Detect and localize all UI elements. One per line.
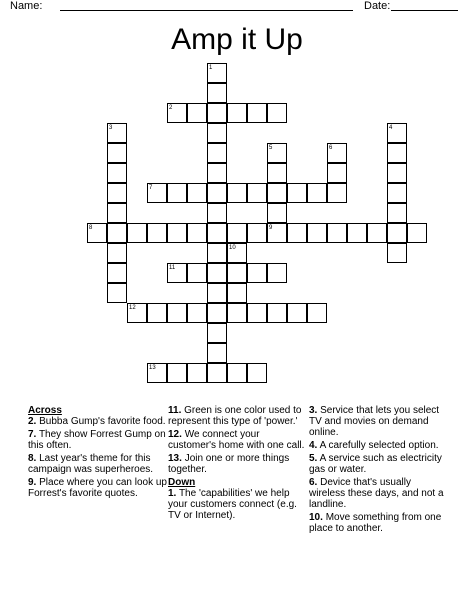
grid-cell[interactable] <box>367 223 387 243</box>
clue-number: 12. <box>168 429 182 440</box>
clue-text: Last year's theme for this campaign was superheroes. <box>28 453 154 475</box>
clue-number: 6. <box>309 477 318 488</box>
clue-number: 7. <box>28 429 37 440</box>
cell-number: 6 <box>329 145 333 151</box>
grid-cell[interactable] <box>147 223 167 243</box>
grid-cell[interactable] <box>227 363 247 383</box>
grid-cell[interactable] <box>387 163 407 183</box>
grid-cell[interactable] <box>387 143 407 163</box>
grid-cell[interactable] <box>207 363 227 383</box>
cell-number: 3 <box>109 125 113 131</box>
cell-number: 12 <box>129 305 136 311</box>
grid-cell[interactable] <box>167 363 187 383</box>
grid-cell[interactable] <box>247 223 267 243</box>
grid-cell[interactable] <box>267 303 287 323</box>
grid-cell[interactable] <box>287 223 307 243</box>
grid-cell[interactable] <box>207 143 227 163</box>
grid-cell[interactable] <box>167 223 187 243</box>
grid-cell[interactable] <box>207 83 227 103</box>
clue-text: We connect your customer's home with one call. <box>168 429 305 451</box>
clue-across-9 <box>28 477 168 499</box>
grid-cell[interactable] <box>167 303 187 323</box>
clue-number: 4. <box>309 440 318 451</box>
clue-text: They show Forrest Gump on this often. <box>28 429 166 451</box>
grid-cell[interactable] <box>247 183 267 203</box>
grid-cell[interactable] <box>207 123 227 143</box>
clue-text: A carefully selected option. <box>319 440 439 451</box>
clue-down-4 <box>309 440 449 451</box>
clue-number: 3. <box>309 405 318 416</box>
cell-number: 11 <box>169 265 176 271</box>
clue-text: Bubba Gump's favorite food. <box>39 416 166 427</box>
grid-cell[interactable] <box>207 283 227 303</box>
clue-across-13 <box>168 453 308 475</box>
grid-cell[interactable] <box>227 223 247 243</box>
clue-number: 2. <box>28 416 37 427</box>
cell-number: 7 <box>149 185 153 191</box>
name-label: Name: <box>10 0 43 12</box>
grid-cell[interactable] <box>227 103 247 123</box>
grid-cell[interactable] <box>207 243 227 263</box>
clue-number: 1. <box>168 488 177 499</box>
grid-cell[interactable] <box>207 263 227 283</box>
cell-number: 9 <box>269 225 273 231</box>
clue-number: 9. <box>28 477 37 488</box>
clue-down-6 <box>309 477 449 510</box>
grid-cell[interactable] <box>207 303 227 323</box>
grid-cell[interactable] <box>207 163 227 183</box>
clue-across-2 <box>28 416 168 427</box>
grid-cell[interactable] <box>327 183 347 203</box>
grid-cell[interactable] <box>407 223 427 243</box>
across-heading: Across <box>28 405 62 416</box>
cell-number: 5 <box>269 145 273 151</box>
puzzle-title: Amp it Up <box>171 23 303 56</box>
grid-cell[interactable] <box>187 363 207 383</box>
grid-cell[interactable] <box>267 183 287 203</box>
grid-cell[interactable] <box>327 223 347 243</box>
grid-cell[interactable] <box>267 103 287 123</box>
cell-number: 8 <box>89 225 93 231</box>
grid-cell[interactable] <box>307 303 327 323</box>
grid-cell[interactable] <box>307 183 327 203</box>
clue-down-1 <box>168 488 308 521</box>
clue-down-10 <box>309 512 449 534</box>
grid-cell[interactable] <box>187 303 207 323</box>
grid-cell[interactable] <box>107 263 127 283</box>
grid-cell[interactable] <box>147 303 167 323</box>
grid-cell[interactable] <box>247 303 267 323</box>
clue-across-7 <box>28 429 168 451</box>
clue-text: The 'capabilities' we help your customers connect (e.g. TV or Internet). <box>168 488 297 521</box>
clue-text: Move something from one place to another. <box>309 512 442 534</box>
down-heading: Down <box>168 477 196 488</box>
grid-cell[interactable] <box>167 183 187 203</box>
clue-number: 8. <box>28 453 37 464</box>
cell-number: 13 <box>149 365 156 371</box>
grid-cell[interactable] <box>267 163 287 183</box>
clue-text: Place where you can look up Forrest's favorite quotes. <box>28 477 167 499</box>
clue-text: Green is one color used to represent this type of 'power.' <box>168 405 302 427</box>
clue-number: 11. <box>168 405 182 416</box>
grid-cell[interactable] <box>327 163 347 183</box>
grid-cell[interactable] <box>107 203 127 223</box>
cell-number: 4 <box>389 125 393 131</box>
grid-cell[interactable] <box>347 223 367 243</box>
cell-number: 10 <box>229 245 236 251</box>
grid-cell[interactable] <box>207 103 227 123</box>
grid-cell[interactable] <box>287 303 307 323</box>
grid-cell[interactable] <box>187 103 207 123</box>
grid-cell[interactable] <box>207 183 227 203</box>
cell-number: 2 <box>169 105 173 111</box>
grid-cell[interactable] <box>227 183 247 203</box>
grid-cell[interactable] <box>107 223 127 243</box>
clue-number: 5. <box>309 453 318 464</box>
grid-cell[interactable] <box>267 263 287 283</box>
clue-across-11 <box>168 405 308 427</box>
grid-cell[interactable] <box>267 203 287 223</box>
clue-down-5 <box>309 453 449 475</box>
clue-text: A service such as electricity gas or water. <box>309 453 442 475</box>
grid-cell[interactable] <box>107 163 127 183</box>
grid-cell[interactable] <box>107 243 127 263</box>
clue-text: Service that lets you select TV and movies on demand online. <box>309 405 440 438</box>
clue-number: 10. <box>309 512 323 523</box>
clue-down-3 <box>309 405 449 438</box>
grid-cell[interactable] <box>187 223 207 243</box>
grid-cell[interactable] <box>207 203 227 223</box>
grid-cell[interactable] <box>387 183 407 203</box>
grid-cell[interactable] <box>207 323 227 343</box>
grid-cell[interactable] <box>227 303 247 323</box>
grid-cell[interactable] <box>207 343 227 363</box>
grid-cell[interactable] <box>107 183 127 203</box>
grid-cell[interactable] <box>187 183 207 203</box>
clues-column-1 <box>28 405 168 501</box>
clue-across-8 <box>28 453 168 475</box>
clue-number: 13. <box>168 453 182 464</box>
clue-text: Device that's usually wireless these days, and not a landline. <box>309 477 444 510</box>
clues-column-2 <box>168 405 308 523</box>
grid-cell[interactable] <box>247 263 267 283</box>
grid-cell[interactable] <box>307 223 327 243</box>
grid-cell[interactable] <box>227 283 247 303</box>
grid-cell[interactable] <box>107 143 127 163</box>
clue-across-12 <box>168 429 308 451</box>
grid-cell[interactable] <box>107 283 127 303</box>
grid-cell[interactable] <box>287 183 307 203</box>
grid-cell[interactable] <box>387 243 407 263</box>
grid-cell[interactable] <box>387 223 407 243</box>
grid-cell[interactable] <box>247 103 267 123</box>
cell-number: 1 <box>209 65 213 71</box>
grid-cell[interactable] <box>247 363 267 383</box>
grid-cell[interactable] <box>187 263 207 283</box>
grid-cell[interactable] <box>127 223 147 243</box>
date-label: Date: <box>364 0 391 12</box>
clue-text: Join one or more things together. <box>168 453 290 475</box>
grid-cell[interactable] <box>207 223 227 243</box>
grid-cell[interactable] <box>227 263 247 283</box>
grid-cell[interactable] <box>387 203 407 223</box>
clues-column-3 <box>309 405 449 536</box>
